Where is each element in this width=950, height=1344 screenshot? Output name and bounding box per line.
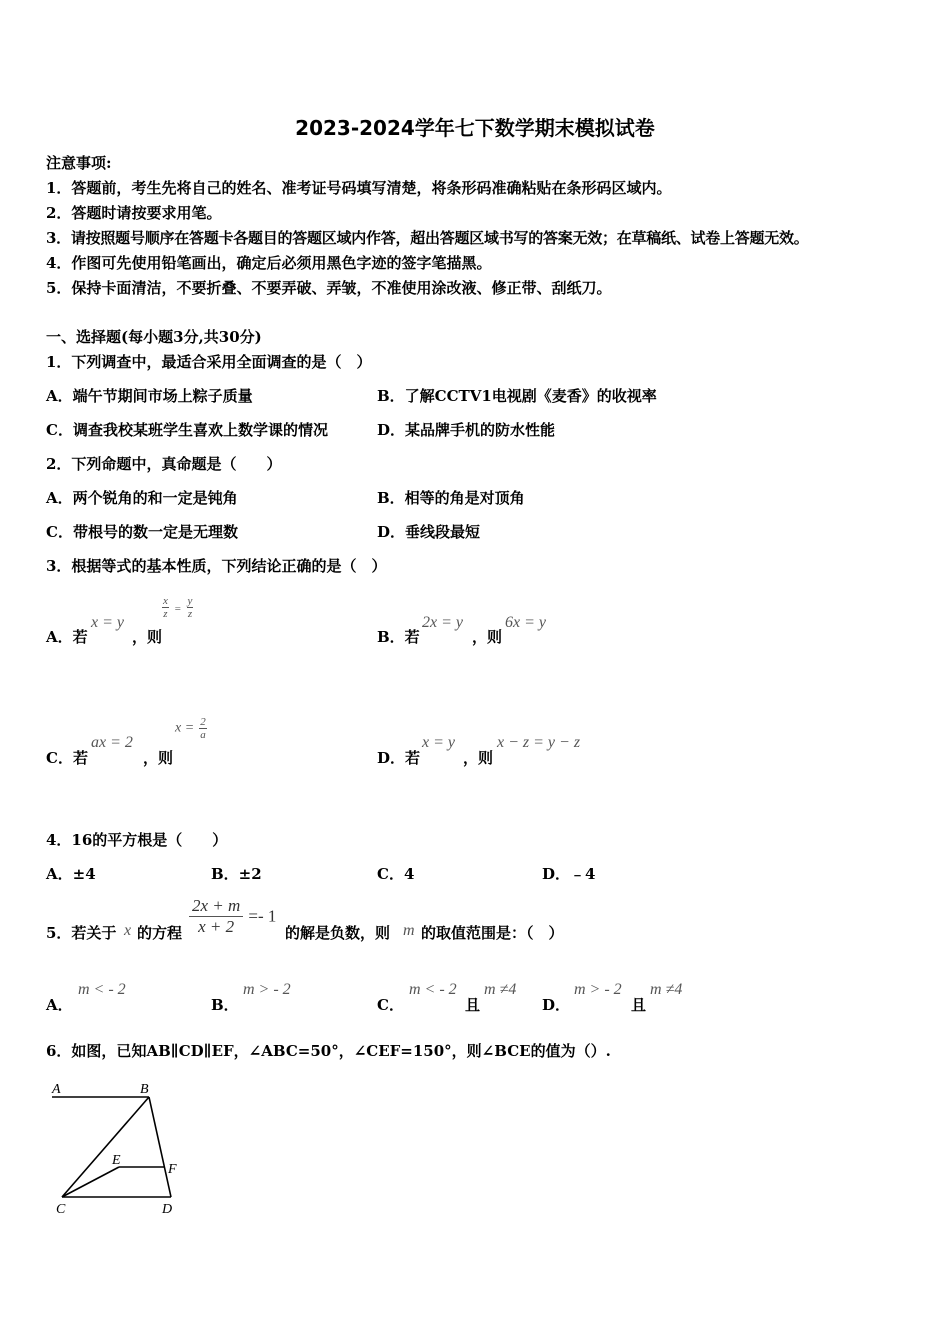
q2-option-d[interactable]: D．垂线段最短 bbox=[377, 523, 481, 541]
q4-option-b[interactable]: B．±2 bbox=[211, 865, 262, 883]
q3-d-result: x − z = y − z bbox=[497, 734, 581, 751]
q2-option-b[interactable]: B．相等的角是对顶角 bbox=[377, 489, 525, 507]
point-label-b: B bbox=[140, 1082, 149, 1097]
q1-option-d[interactable]: D．某品牌手机的防水性能 bbox=[377, 421, 556, 439]
q2-option-a[interactable]: A．两个锐角的和一定是钝角 bbox=[46, 489, 238, 507]
section-header: 一、选择题(每小题3分,共30分) bbox=[46, 328, 262, 346]
point-label-f: F bbox=[168, 1162, 177, 1177]
point-label-d: D bbox=[162, 1202, 173, 1217]
q3-b-result: 6x = y bbox=[505, 614, 546, 631]
q3-c-label: C．若 bbox=[46, 749, 88, 767]
line-bc bbox=[62, 1097, 149, 1197]
q1-option-b[interactable]: B．了解CCTV1电视剧《麦香》的收视率 bbox=[377, 387, 657, 405]
question-2-stem: 2．下列命题中，真命题是（ ） bbox=[46, 455, 282, 473]
q3-a-then: ，则 bbox=[132, 628, 163, 646]
line-ce bbox=[62, 1167, 119, 1197]
q1-option-c[interactable]: C．调查我校某班学生喜欢上数学课的情况 bbox=[46, 421, 328, 439]
q3-c-then: ，则 bbox=[143, 749, 174, 767]
q3-b-condition: 2x = y bbox=[422, 614, 463, 631]
line-bd bbox=[149, 1097, 171, 1197]
point-label-c: C bbox=[56, 1202, 66, 1217]
q6-geometry-figure bbox=[44, 1076, 194, 1221]
var-m: m bbox=[403, 922, 415, 939]
q1-option-a[interactable]: A．端午节期间市场上粽子质量 bbox=[46, 387, 253, 405]
q2-option-c[interactable]: C．带根号的数一定是无理数 bbox=[46, 523, 238, 541]
notice-item: 4．作图可先使用铅笔画出，确定后必须用黑色字迹的签字笔描黑。 bbox=[46, 254, 492, 272]
q3-d-then: ，则 bbox=[463, 749, 494, 767]
notice-item: 1．答题前，考生先将自己的姓名、准考证号码填写清楚，将条形码准确粘贴在条形码区域内。 bbox=[46, 179, 672, 197]
q3-d-condition: x = y bbox=[422, 734, 455, 751]
var-x: x bbox=[124, 922, 132, 939]
point-label-e: E bbox=[112, 1153, 121, 1168]
notice-item: 2．答题时请按要求用笔。 bbox=[46, 204, 222, 222]
q4-option-a[interactable]: A．±4 bbox=[46, 865, 96, 883]
question-4-stem: 4．16的平方根是（ ） bbox=[46, 831, 228, 849]
question-1-stem: 1．下列调查中，最适合采用全面调查的是（ ） bbox=[46, 353, 372, 371]
point-label-a: A bbox=[52, 1082, 61, 1097]
q3-a-result: $\frac{x}{z}$ = $\frac{y}{z}$ bbox=[163, 595, 193, 620]
q4-option-d[interactable]: D．﹣4 bbox=[542, 865, 596, 883]
q3-a-label: A．若 bbox=[46, 628, 88, 646]
notice-item: 3．请按照题号顺序在答题卡各题目的答题区域内作答，超出答题区域书写的答案无效；在草稿纸、试卷上答题无效。 bbox=[46, 229, 809, 247]
q3-a-condition: x = y bbox=[91, 614, 124, 631]
q4-option-c[interactable]: C．4 bbox=[377, 865, 415, 883]
q5-equation: $\frac{2x + m}{x + 2}$ =- 1 bbox=[189, 896, 276, 937]
q3-d-label: D．若 bbox=[377, 749, 421, 767]
question-6-stem: 6．如图，已知AB∥CD∥EF，∠ABC=50°，∠CEF=150°，则∠BCE的值为（）. bbox=[46, 1042, 611, 1060]
notice-item: 5．保持卡面清洁，不要折叠、不要弄破、弄皱，不准使用涂改液、修正带、刮纸刀。 bbox=[46, 279, 612, 297]
question-3-stem: 3．根据等式的基本性质，下列结论正确的是（ ） bbox=[46, 557, 387, 575]
notice-header: 注意事项: bbox=[46, 154, 112, 172]
q3-b-label: B．若 bbox=[377, 628, 420, 646]
q3-c-result: x = $\frac{2}{a}$ bbox=[175, 716, 206, 741]
page-title: 2023-2024学年七下数学期末模拟试卷 bbox=[295, 116, 655, 140]
q3-b-then: ，则 bbox=[472, 628, 503, 646]
q3-c-condition: ax = 2 bbox=[91, 734, 133, 751]
